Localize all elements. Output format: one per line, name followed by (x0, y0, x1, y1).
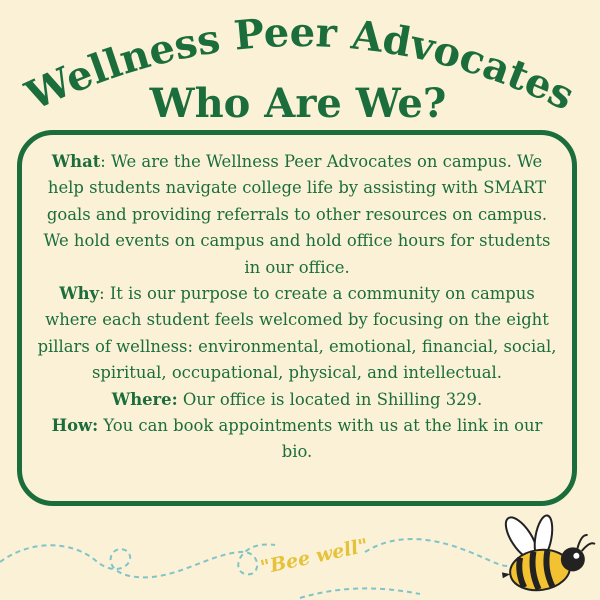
flight-trail-lower (300, 588, 420, 598)
title-line-2: Who Are We? (149, 80, 447, 127)
flight-trail (0, 539, 515, 577)
decoration (0, 500, 600, 600)
what-text: : We are the Wellness Peer Advocates on campus. We help students navigate college life by assisting with SMART goals and providing referrals to other resources on campus. We hold events on campus and hold office hours for students in our office. (43, 152, 551, 277)
why-paragraph (36, 281, 558, 387)
where-paragraph (36, 387, 558, 413)
what-label: What (51, 152, 101, 171)
title-block (0, 0, 600, 140)
title-line-1: Wellness Peer Advocates (18, 8, 582, 120)
where-text: Our office is located in Shilling 329. (177, 389, 483, 409)
info-card (17, 130, 577, 506)
what-paragraph (36, 149, 558, 281)
where-label: Where: (111, 389, 178, 409)
how-label: How: (51, 416, 99, 436)
why-text: : It is our purpose to create a community on campus where each student feels welcomed by focusing on the eight pillars of wellness: environmental, emotional, financial, social, spiritual, occupational, physical, and intellectual. (37, 284, 557, 383)
how-text: You can book appointments with us at the link in our bio. (98, 416, 543, 462)
tagline: "Bee well" (258, 534, 371, 579)
bee-icon (494, 503, 600, 596)
why-label: Why (59, 284, 100, 304)
how-paragraph (36, 413, 558, 466)
